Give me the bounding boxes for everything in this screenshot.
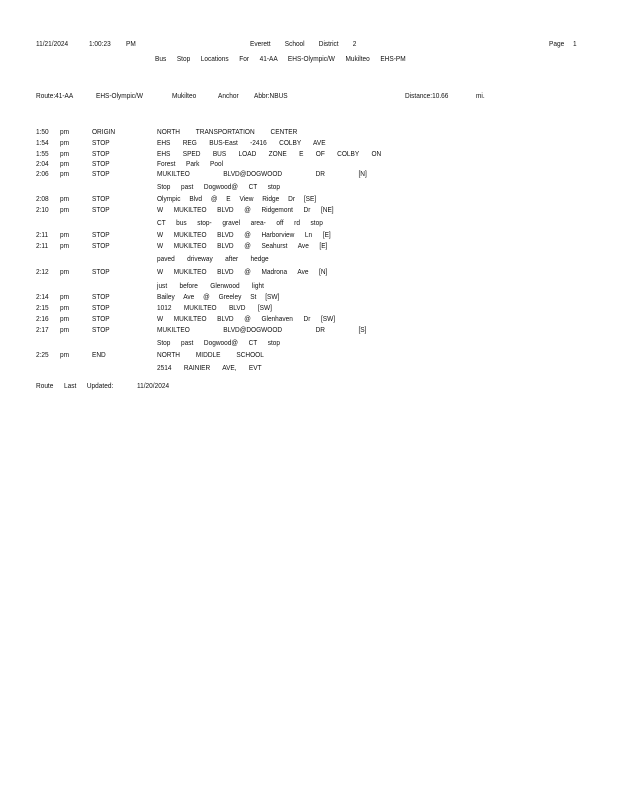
- route-name: EHS-Olympic/W: [96, 91, 143, 100]
- stop-time: 2:08: [36, 194, 49, 203]
- stop-ampm: pm: [60, 194, 70, 203]
- stop-time: 1:50: [36, 127, 49, 136]
- stop-description: Bailey Ave @ Greeley St [SW]: [157, 292, 280, 301]
- stop-time: 2:06: [36, 169, 49, 178]
- report-time: 1:00:23: [89, 39, 111, 48]
- stop-type: STOP: [92, 241, 110, 250]
- stop-row: [0, 206, 618, 214]
- stop-row: [0, 242, 618, 250]
- stop-ampm: pm: [60, 241, 70, 250]
- stop-note: 2514 RAINIER AVE, EVT: [157, 363, 262, 372]
- stop-description: MUKILTEO BLVD@DOGWOOD DR [S]: [157, 325, 367, 334]
- report-subtitle: Bus Stop Locations For 41-AA EHS-Olympic/W Mukilteo EHS-PM: [155, 54, 406, 63]
- stop-time: 2:15: [36, 303, 49, 312]
- stop-description: 1012 MUKILTEO BLVD [SW]: [157, 303, 272, 312]
- stop-row: [0, 231, 618, 239]
- stop-time: 2:25: [36, 350, 49, 359]
- page-label: Page: [549, 39, 565, 48]
- stop-time: 2:14: [36, 292, 49, 301]
- stop-ampm: pm: [60, 127, 70, 136]
- route-anchor: Anchor: [218, 91, 239, 100]
- stop-description: EHS REG BUS-East -2416 COLBY AVE: [157, 138, 326, 147]
- stop-ampm: pm: [60, 303, 70, 312]
- stop-description: W MUKILTEO BLVD @ Harborview Ln [E]: [157, 230, 331, 239]
- stop-row: [0, 150, 618, 158]
- page-number: 1: [573, 39, 577, 48]
- stop-description: NORTH TRANSPORTATION CENTER: [157, 127, 298, 136]
- stop-row: [0, 293, 618, 301]
- stop-note: paved driveway after hedge: [157, 254, 269, 263]
- stop-description: W MUKILTEO BLVD @ Seahurst Ave [E]: [157, 241, 328, 250]
- stop-ampm: pm: [60, 205, 70, 214]
- stop-ampm: pm: [60, 169, 70, 178]
- stop-type: STOP: [92, 325, 110, 334]
- stop-time: 1:54: [36, 138, 49, 147]
- stop-row: [0, 160, 618, 168]
- stop-note: Stop past Dogwood@ CT stop: [157, 338, 281, 347]
- stop-type: STOP: [92, 303, 110, 312]
- route-id: Route:41-AA: [36, 91, 74, 100]
- stop-row: [0, 326, 618, 334]
- stop-description: W MUKILTEO BLVD @ Madrona Ave [N]: [157, 267, 328, 276]
- stop-description: W MUKILTEO BLVD @ Glenhaven Dr [SW]: [157, 314, 336, 323]
- stop-type: STOP: [92, 267, 110, 276]
- stop-row: [0, 268, 618, 276]
- stop-row: [0, 170, 618, 178]
- stop-time: 1:55: [36, 149, 49, 158]
- stop-row: [0, 195, 618, 203]
- stop-note: Stop past Dogwood@ CT stop: [157, 182, 281, 191]
- stop-type: STOP: [92, 205, 110, 214]
- stop-ampm: pm: [60, 138, 70, 147]
- route-abbr: Abbr:NBUS: [254, 91, 288, 100]
- stop-row: [0, 139, 618, 147]
- stop-ampm: pm: [60, 267, 70, 276]
- report-date: 11/21/2024: [36, 39, 69, 48]
- stop-description: W MUKILTEO BLVD @ Ridgemont Dr [NE]: [157, 205, 334, 214]
- stop-type: STOP: [92, 314, 110, 323]
- report-ampm: PM: [126, 39, 136, 48]
- stop-row: [0, 128, 618, 136]
- stop-row: [0, 315, 618, 323]
- stop-type: STOP: [92, 230, 110, 239]
- stop-time: 2:11: [36, 230, 49, 239]
- stop-ampm: pm: [60, 325, 70, 334]
- stop-ampm: pm: [60, 230, 70, 239]
- stop-description: Forest Park Pool: [157, 159, 224, 168]
- stop-description: Olympic Blvd @ E View Ridge Dr [SE]: [157, 194, 317, 203]
- stop-time: 2:04: [36, 159, 49, 168]
- stop-row: [0, 351, 618, 359]
- stop-type: STOP: [92, 194, 110, 203]
- distance-unit: mi.: [476, 91, 485, 100]
- stop-time: 2:10: [36, 205, 49, 214]
- stop-time: 2:11: [36, 241, 49, 250]
- stop-note: just before Glenwood light: [157, 281, 264, 290]
- stop-row: [0, 304, 618, 312]
- stop-time: 2:16: [36, 314, 49, 323]
- stop-ampm: pm: [60, 314, 70, 323]
- route-updated-label: Route Last Updated:: [36, 381, 114, 390]
- stop-description: MUKILTEO BLVD@DOGWOOD DR [N]: [157, 169, 367, 178]
- stop-type: STOP: [92, 169, 110, 178]
- stop-ampm: pm: [60, 292, 70, 301]
- stop-type: STOP: [92, 292, 110, 301]
- route-area: Mukilteo: [172, 91, 197, 100]
- stop-time: 2:12: [36, 267, 49, 276]
- stop-ampm: pm: [60, 159, 70, 168]
- stop-type: ORIGIN: [92, 127, 116, 136]
- stop-time: 2:17: [36, 325, 49, 334]
- stop-type: STOP: [92, 138, 110, 147]
- route-distance: Distance:10.66: [405, 91, 449, 100]
- stop-ampm: pm: [60, 350, 70, 359]
- stop-note: CT bus stop- gravel area- off rd stop: [157, 218, 323, 227]
- stop-description: EHS SPED BUS LOAD ZONE E OF COLBY ON: [157, 149, 382, 158]
- stop-type: STOP: [92, 149, 110, 158]
- stop-type: END: [92, 350, 106, 359]
- stop-type: STOP: [92, 159, 110, 168]
- stop-description: NORTH MIDDLE SCHOOL: [157, 350, 264, 359]
- stop-ampm: pm: [60, 149, 70, 158]
- district-name: Everett School District 2: [250, 39, 357, 48]
- route-updated-date: 11/20/2024: [137, 381, 170, 390]
